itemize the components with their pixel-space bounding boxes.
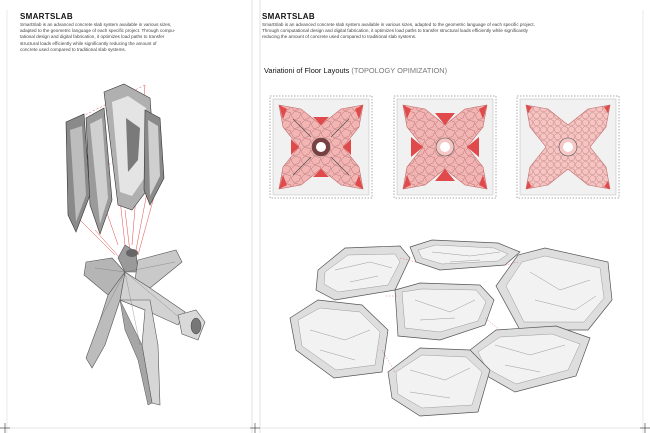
floor-layout-1 (270, 96, 372, 198)
floor-layout-2 (394, 96, 496, 198)
right-desc-line: Through computational design and digital fabrication, it optimizes load paths to transfer structural loads efficiently while significantly (262, 28, 528, 34)
left-desc-line: structural loads efficiently while significantly reducing the amount of (20, 40, 157, 46)
left-desc-line: concrete used compared to traditional slab systems. (20, 46, 126, 52)
slab-assembly (290, 240, 612, 416)
left-title: SMARTSLAB (20, 12, 73, 21)
subtitle-paren: (TOPOLOGY OPIMIZATION) (351, 66, 448, 75)
left-desc-line: adapted to the geometric language of each specific project. Through compu- (20, 28, 176, 34)
subtitle-main: Variationi of Floor Layouts (264, 66, 350, 75)
right-desc-line: reducing the amount of concrete used compared to traditional slab systems. (262, 34, 417, 40)
left-desc-line: tational design and digital fabrication, it optimizes load paths to transfer (20, 34, 165, 40)
right-title: SMARTSLAB (262, 12, 315, 21)
left-desc-line: SmartSlab is an advanced concrete slab system available in various sizes, (20, 22, 172, 27)
right-desc-line: SmartSlab is an advanced concrete slab system available in various sizes, adapted to the geometric language of each specific project. (262, 22, 535, 27)
floor-layout-3 (517, 96, 619, 198)
